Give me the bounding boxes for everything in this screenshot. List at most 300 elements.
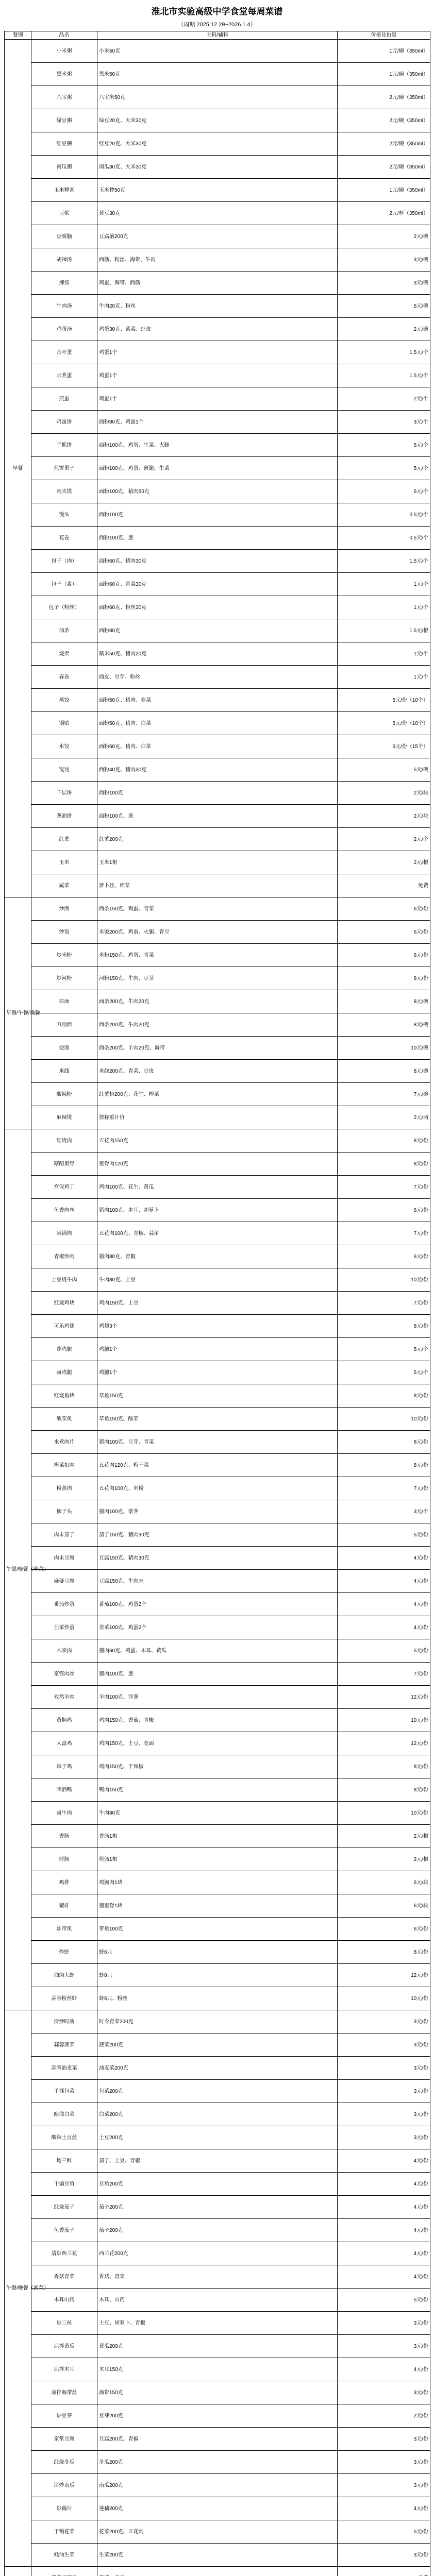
menu-row — [5, 179, 430, 202]
dish-name: 茶叶蛋 — [31, 341, 97, 364]
dish-name: 土豆烧牛肉 — [31, 1268, 97, 1292]
dish-name: 锅贴 — [31, 712, 97, 735]
dish-ingredients: 豆腐150克、猪肉30克 — [97, 1547, 338, 1570]
dish-name: 水饺 — [31, 735, 97, 758]
dish-ingredients: 土豆、胡萝卜、青椒 — [97, 2312, 338, 2335]
dish-ingredients: 包菜200克 — [97, 2080, 338, 2103]
menu-row — [5, 248, 430, 272]
dish-name: 清炒西兰花 — [31, 2242, 97, 2265]
menu-row — [5, 990, 430, 1013]
dish-ingredients: 香肠1根 — [97, 1825, 338, 1848]
menu-row — [5, 1755, 430, 1778]
dish-ingredients: 面条200克、牛肉20克 — [97, 1013, 338, 1037]
dish-name: 煎蛋 — [31, 387, 97, 411]
dish-name: 炒三丝 — [31, 2312, 97, 2335]
dish-ingredients: 面粉60克、猪肉、白菜 — [97, 735, 338, 758]
dish-name: 肉末茄子 — [31, 1523, 97, 1547]
menu-row — [5, 1384, 430, 1408]
dish-price: 8元/份 — [338, 1941, 430, 1964]
dish-name: 红烧肉 — [31, 1129, 97, 1153]
dish-name: 孜然羊肉 — [31, 1686, 97, 1709]
menu-row — [5, 2057, 430, 2080]
meal-category: 午餐/晚餐（素菜） — [5, 2010, 31, 2567]
dish-ingredients: 红薯200克 — [97, 828, 338, 851]
menu-row — [5, 1848, 430, 1871]
dish-price: 3元/份 — [338, 2381, 430, 2404]
dish-ingredients: 鸡肉150克、土豆 — [97, 1292, 338, 1315]
dish-name: 葱油饼 — [31, 805, 97, 828]
menu-row — [5, 1593, 430, 1616]
dish-name: 宫保鸡丁 — [31, 1176, 97, 1199]
dish-price: 10元/碗 — [338, 1037, 430, 1060]
dish-ingredients: 西兰花200克 — [97, 2242, 338, 2265]
dish-name: 香菇青菜 — [31, 2265, 97, 2289]
menu-row — [5, 1106, 430, 1129]
dish-name: 炸带鱼 — [31, 1918, 97, 1941]
dish-price: 5元/个 — [338, 434, 430, 457]
menu-row — [5, 1778, 430, 1802]
dish-ingredients: 糯米50克、猪肉20克 — [97, 642, 338, 666]
menu-row — [5, 2103, 430, 2126]
menu-row — [5, 1292, 430, 1315]
menu-row — [5, 2358, 430, 2381]
dish-ingredients: 鸡肉100克、花生、黄瓜 — [97, 1176, 338, 1199]
dish-name: 刀削面 — [31, 1013, 97, 1037]
dish-price: 5元/份 — [338, 2520, 430, 2544]
dish-ingredients: 面粉100克 — [97, 782, 338, 805]
menu-row — [5, 712, 430, 735]
dish-price: 3元/份 — [338, 2312, 430, 2335]
menu-row — [5, 1431, 430, 1454]
dish-ingredients: 米线200克、青菜、豆皮 — [97, 1060, 338, 1083]
dish-ingredients: 鸡翅3个 — [97, 1315, 338, 1338]
menu-row — [5, 573, 430, 596]
dish-price: 4元/份 — [338, 2196, 430, 2219]
dish-name: 烤肠 — [31, 1848, 97, 1871]
dish-name: 炒藕片 — [31, 2497, 97, 2520]
dish-ingredients: 南瓜30克、大米30克 — [97, 156, 338, 179]
dish-price: 3元/份 — [338, 2103, 430, 2126]
dish-name: 烩面 — [31, 1037, 97, 1060]
menu-row — [5, 1199, 430, 1222]
dish-name: 鱼香肉丝 — [31, 1199, 97, 1222]
dish-ingredients: 南瓜200克 — [97, 2474, 338, 2497]
menu-row — [5, 86, 430, 109]
menu-row — [5, 1709, 430, 1732]
dish-name: 手抓饼 — [31, 434, 97, 457]
dish-price: 3元/份 — [338, 2474, 430, 2497]
menu-body — [5, 40, 430, 2576]
dish-name: 酸辣粉 — [31, 1083, 97, 1106]
menu-row — [5, 1153, 430, 1176]
dish-name: 黄焖鸡 — [31, 1709, 97, 1732]
dish-ingredients: 茄子、土豆、青椒 — [97, 2149, 338, 2173]
menu-row — [5, 1176, 430, 1199]
dish-name: 红豆粥 — [31, 132, 97, 156]
dish-name: 狮子头 — [31, 1500, 97, 1523]
dish-price: 1.5元/个 — [338, 341, 430, 364]
dish-ingredients: 面皮、豆芽、粉丝 — [97, 666, 338, 689]
meal-category: 午餐/晚餐（荤菜） — [5, 1129, 31, 2010]
dish-price: 6元/份 — [338, 1918, 430, 1941]
menu-row — [5, 2219, 430, 2242]
menu-row — [5, 874, 430, 897]
menu-row — [5, 2010, 430, 2033]
dish-price: 12元/份 — [338, 1732, 430, 1755]
dish-price: 5元/份（10个） — [338, 712, 430, 735]
dish-price: 5元/个 — [338, 1338, 430, 1361]
dish-price: 2元/碗 — [338, 318, 430, 341]
menu-row — [5, 2196, 430, 2219]
dish-price: 1元/个 — [338, 666, 430, 689]
menu-row — [5, 2520, 430, 2544]
dish-name: 酸菜鱼 — [31, 1408, 97, 1431]
dish-name: 粉蒸肉 — [31, 1477, 97, 1500]
dish-ingredients: 鸭肉150克 — [97, 1778, 338, 1802]
dish-ingredients: 面粉60克、青菜30克 — [97, 573, 338, 596]
dish-ingredients: 萝卜丝、榨菜 — [97, 874, 338, 897]
menu-row — [5, 1060, 430, 1083]
dish-price: 0.5元/个 — [338, 527, 430, 550]
dish-price: 4元/份 — [338, 1547, 430, 1570]
dish-ingredients: 猪里脊1块 — [97, 1894, 338, 1918]
dish-name: 鸡排 — [31, 1871, 97, 1894]
dish-price: 6元/份 — [338, 944, 430, 967]
menu-row — [5, 1013, 430, 1037]
date-range: （周期 2025.12.29~2026.1.4） — [178, 22, 256, 28]
dish-price: 8元/份 — [338, 1315, 430, 1338]
menu-row — [5, 156, 430, 179]
dish-price: 7元/份 — [338, 1663, 430, 1686]
dish-price: 8元/份 — [338, 1755, 430, 1778]
dish-price: 8元/份 — [338, 1431, 430, 1454]
dish-name: 炒面 — [31, 897, 97, 921]
column-header: 主料/辅料 — [97, 31, 338, 40]
dish-ingredients: 猪肉60克、鸡蛋、木耳、黄瓜 — [97, 1639, 338, 1663]
dish-ingredients: 豆腐200克、青椒 — [97, 2428, 338, 2451]
dish-price: 3元/份 — [338, 2057, 430, 2080]
dish-name: 蒜蓉油麦菜 — [31, 2057, 97, 2080]
dish-ingredients: 鸡蛋、海带、面筋 — [97, 272, 338, 295]
dish-ingredients: 河粉150克、牛肉、豆芽 — [97, 967, 338, 990]
dish-price: 2元/根 — [338, 1825, 430, 1848]
dish-price: 3元/碗 — [338, 248, 430, 272]
dish-price: 12元/份 — [338, 1686, 430, 1709]
dish-name: 炒饭 — [31, 921, 97, 944]
dish-ingredients: 五花肉100克、米粉 — [97, 1477, 338, 1500]
dish-name: 辣汤 — [31, 272, 97, 295]
menu-row — [5, 2497, 430, 2520]
dish-price: 5元/碗 — [338, 758, 430, 782]
dish-ingredients: 鸡肉150克、干辣椒 — [97, 1755, 338, 1778]
dish-ingredients: 茄子150克、猪肉30克 — [97, 1523, 338, 1547]
dish-name: 豆浆 — [31, 202, 97, 225]
dish-ingredients: 猪肉100克、木耳、胡萝卜 — [97, 1199, 338, 1222]
dish-price: 8元/份 — [338, 1384, 430, 1408]
dish-name: 烧卖 — [31, 642, 97, 666]
dish-name: 凉拌海带丝 — [31, 2381, 97, 2404]
menu-row — [5, 295, 430, 318]
dish-ingredients: 八宝米50克 — [97, 86, 338, 109]
dish-price: 12元/份 — [338, 1964, 430, 1987]
dish-price: 4元/份 — [338, 1570, 430, 1593]
dish-price: 4元/份 — [338, 2497, 430, 2520]
menu-row — [5, 1268, 430, 1292]
menu-row — [5, 2567, 430, 2576]
menu-row — [5, 527, 430, 550]
dish-ingredients: 油麦菜200克 — [97, 2057, 338, 2080]
dish-ingredients: 花菜200克、五花肉 — [97, 2520, 338, 2544]
dish-ingredients: 五花肉120克、梅干菜 — [97, 1454, 338, 1477]
dish-price: 6元/块 — [338, 1894, 430, 1918]
dish-name: 炒豆芽 — [31, 2404, 97, 2428]
dish-ingredients: 茄子200克 — [97, 2196, 338, 2219]
menu-row — [5, 782, 430, 805]
menu-row — [5, 457, 430, 480]
dish-ingredients: 面条200克、羊肉20克、海带 — [97, 1037, 338, 1060]
dish-price: 1.5元/个 — [338, 364, 430, 387]
dish-ingredients: 牛肉80克、土豆 — [97, 1268, 338, 1292]
menu-row — [5, 2474, 430, 2497]
dish-ingredients: 黄豆30克 — [97, 202, 338, 225]
dish-price: 2元/杯（350ml） — [338, 202, 430, 225]
dish-ingredients: 猪肉100克、葱 — [97, 1663, 338, 1686]
dish-price: 8元/份 — [338, 1454, 430, 1477]
dish-ingredients: 鸡肉150克、香菇、青椒 — [97, 1709, 338, 1732]
dish-name: 红薯 — [31, 828, 97, 851]
menu-row — [5, 596, 430, 619]
dish-ingredients: 黑米50克 — [97, 63, 338, 86]
menu-row — [5, 944, 430, 967]
menu-row — [5, 63, 430, 86]
dish-ingredients: 面条150克、鸡蛋、青菜 — [97, 897, 338, 921]
dish-price: 10元/份 — [338, 1802, 430, 1825]
menu-row — [5, 1037, 430, 1060]
menu-row — [5, 1639, 430, 1663]
dish-ingredients: 红豆20克、大米30克 — [97, 132, 338, 156]
dish-price: 1.5元/根 — [338, 619, 430, 642]
dish-price: 6元/份 — [338, 1245, 430, 1268]
dish-ingredients: 猪肉80克、青椒 — [97, 1245, 338, 1268]
dish-name: 肉末豆腐 — [31, 1547, 97, 1570]
menu-row — [5, 2126, 430, 2149]
dish-name: 猪排 — [31, 1894, 97, 1918]
dish-price: 免费 — [338, 874, 430, 897]
dish-price: 8元/碗 — [338, 990, 430, 1013]
dish-name: 炸虾 — [31, 1941, 97, 1964]
menu-row — [5, 2381, 430, 2404]
dish-ingredients: 鸡蛋1个 — [97, 364, 338, 387]
dish-name: 糖醋里脊 — [31, 1153, 97, 1176]
dish-price: 4元/份 — [338, 2173, 430, 2196]
menu-row — [5, 1454, 430, 1477]
menu-row — [5, 1802, 430, 1825]
dish-ingredients: 海带150克 — [97, 2381, 338, 2404]
dish-name: 卤鸡腿 — [31, 1361, 97, 1384]
menu-row — [5, 1871, 430, 1894]
menu-row — [5, 480, 430, 503]
dish-price: 8元/碗 — [338, 1013, 430, 1037]
dish-name: 馄饨 — [31, 758, 97, 782]
dish-name: 豆腐脑 — [31, 225, 97, 248]
menu-row — [5, 2404, 430, 2428]
dish-price: 3元/个 — [338, 411, 430, 434]
dish-price: 4元/份 — [338, 1593, 430, 1616]
menu-row — [5, 1686, 430, 1709]
dish-ingredients: 鸡蛋1个 — [97, 341, 338, 364]
meal-category: 早餐 — [5, 40, 31, 897]
dish-price: 8元/份 — [338, 967, 430, 990]
menu-row — [5, 805, 430, 828]
dish-ingredients: 木耳、山药 — [97, 2289, 338, 2312]
dish-name: 米线 — [31, 1060, 97, 1083]
menu-row — [5, 1500, 430, 1523]
menu-row — [5, 2242, 430, 2265]
dish-ingredients: 面粉100克 — [97, 503, 338, 527]
dish-price: 2元/两 — [338, 1106, 430, 1129]
dish-ingredients: 面粉50克、猪肉、韭菜 — [97, 689, 338, 712]
dish-name: 炸鸡腿 — [31, 1338, 97, 1361]
dish-name: 干煸豆角 — [31, 2173, 97, 2196]
meal-category: 早餐/午餐/晚餐 — [5, 897, 31, 1129]
menu-row — [5, 642, 430, 666]
dish-ingredients: 面粉100克、葱 — [97, 527, 338, 550]
dish-price: 2元/根 — [338, 1848, 430, 1871]
dish-ingredients: 鸡肉150克、土豆、宽面 — [97, 1732, 338, 1755]
menu-row — [5, 921, 430, 944]
dish-price: 3元/份 — [338, 2335, 430, 2358]
menu-row — [5, 272, 430, 295]
dish-name: 包子（粉丝） — [31, 596, 97, 619]
dish-name: 八宝粥 — [31, 86, 97, 109]
menu-row — [5, 225, 430, 248]
dish-ingredients: 小米50克 — [97, 40, 338, 63]
dish-name: 花卷 — [31, 527, 97, 550]
dish-name: 醋溜白菜 — [31, 2103, 97, 2126]
dish-price: 2元/碗（350ml） — [338, 109, 430, 132]
menu-row — [5, 851, 430, 874]
dish-name: 包子（肉） — [31, 550, 97, 573]
dish-price: 2元/份 — [338, 2404, 430, 2428]
menu-row — [5, 202, 430, 225]
dish-name: 卤牛肉 — [31, 1802, 97, 1825]
dish-price: 5元/碗 — [338, 295, 430, 318]
dish-price: 5元/个 — [338, 1361, 430, 1384]
dish-price: 7元/碗 — [338, 1083, 430, 1106]
dish-name — [31, 2567, 97, 2576]
menu-row — [5, 689, 430, 712]
dish-price: 8元/碗 — [338, 1060, 430, 1083]
dish-ingredients: 面粉60克、猪肉30克 — [97, 550, 338, 573]
menu-row — [5, 434, 430, 457]
menu-row — [5, 1129, 430, 1153]
menu-row — [5, 1964, 430, 1987]
dish-price: 7元/份 — [338, 1176, 430, 1199]
dish-name: 油焖大虾 — [31, 1964, 97, 1987]
menu-row — [5, 1523, 430, 1547]
dish-ingredients: 绿豆20克、大米30克 — [97, 109, 338, 132]
dish-ingredients: 带鱼100克 — [97, 1918, 338, 1941]
dish-price: 2元/碗（350ml） — [338, 132, 430, 156]
dish-name: 蚝油生菜 — [31, 2544, 97, 2567]
dish-price: 8元/份 — [338, 1153, 430, 1176]
dish-price: 1.5元/个 — [338, 550, 430, 573]
dish-ingredients: 面粉100克、葱 — [97, 805, 338, 828]
column-header: 餐别 — [5, 31, 31, 40]
dish-name: 蒜蓉粉丝虾 — [31, 1987, 97, 2010]
menu-row — [5, 1918, 430, 1941]
menu-row — [5, 1361, 430, 1384]
dish-name: 煎饼果子 — [31, 457, 97, 480]
dish-name: 大盘鸡 — [31, 1732, 97, 1755]
dish-name: 可乐鸡翅 — [31, 1315, 97, 1338]
dish-name: 家常豆腐 — [31, 2428, 97, 2451]
dish-price: 4元/份 — [338, 2358, 430, 2381]
dish-name: 酸辣土豆丝 — [31, 2126, 97, 2149]
dish-ingredients: 牛肉80克 — [97, 1802, 338, 1825]
dish-price: 6元/份 — [338, 897, 430, 921]
dish-ingredients: 豆芽200克 — [97, 2404, 338, 2428]
menu-row — [5, 2335, 430, 2358]
dish-ingredients: 白菜200克 — [97, 2103, 338, 2126]
dish-name: 玉米糁粥 — [31, 179, 97, 202]
menu-row — [5, 1547, 430, 1570]
menu-row — [5, 503, 430, 527]
dish-ingredients: 羊肉100克、洋葱 — [97, 1686, 338, 1709]
dish-name: 啤酒鸭 — [31, 1778, 97, 1802]
dish-price: 3元/份 — [338, 2033, 430, 2057]
dish-name: 胡辣汤 — [31, 248, 97, 272]
menu-row — [5, 1663, 430, 1686]
dish-name: 辣子鸡 — [31, 1755, 97, 1778]
menu-row — [5, 1941, 430, 1964]
dish-ingredients: 鸡胸肉1块 — [97, 1871, 338, 1894]
dish-price: 6元/份（15个） — [338, 735, 430, 758]
dish-name: 炒米粉 — [31, 944, 97, 967]
dish-ingredients: 鸡蛋30克、紫菜、虾皮 — [97, 318, 338, 341]
dish-ingredients: 鸡蛋1个 — [97, 387, 338, 411]
dish-ingredients: 面筋、粉丝、海带、牛肉 — [97, 248, 338, 272]
menu-row — [5, 2149, 430, 2173]
dish-ingredients: 鸡腿1个 — [97, 1338, 338, 1361]
column-header: 品名 — [31, 31, 97, 40]
dish-name: 水煮肉片 — [31, 1431, 97, 1454]
dish-price: 3元/份 — [338, 2451, 430, 2474]
dish-name: 梅菜扣肉 — [31, 1454, 97, 1477]
dish-price — [338, 2567, 430, 2576]
dish-ingredients: 米粉150克、鸡蛋、青菜 — [97, 944, 338, 967]
dish-ingredients — [97, 2567, 338, 2576]
dish-price: 3元/份 — [338, 2080, 430, 2103]
menu-row — [5, 2544, 430, 2567]
dish-ingredients: 面粉60克、粉丝30克 — [97, 596, 338, 619]
menu-row — [5, 411, 430, 434]
dish-price: 6元/份 — [338, 1199, 430, 1222]
dish-name: 地三鲜 — [31, 2149, 97, 2173]
dish-ingredients: 烤肠1根 — [97, 1848, 338, 1871]
dish-price: 10元/份 — [338, 1408, 430, 1431]
dish-ingredients: 莲藕200克 — [97, 2497, 338, 2520]
dish-name: 韭菜炒蛋 — [31, 1616, 97, 1639]
dish-price: 3元/碗 — [338, 272, 430, 295]
menu-row — [5, 1222, 430, 1245]
dish-name: 小米粥 — [31, 40, 97, 63]
menu-row — [5, 2033, 430, 2057]
menu-row — [5, 1408, 430, 1431]
dish-price: 0.5元/个 — [338, 503, 430, 527]
dish-name: 凉拌木耳 — [31, 2358, 97, 2381]
dish-price: 7元/份 — [338, 1222, 430, 1245]
